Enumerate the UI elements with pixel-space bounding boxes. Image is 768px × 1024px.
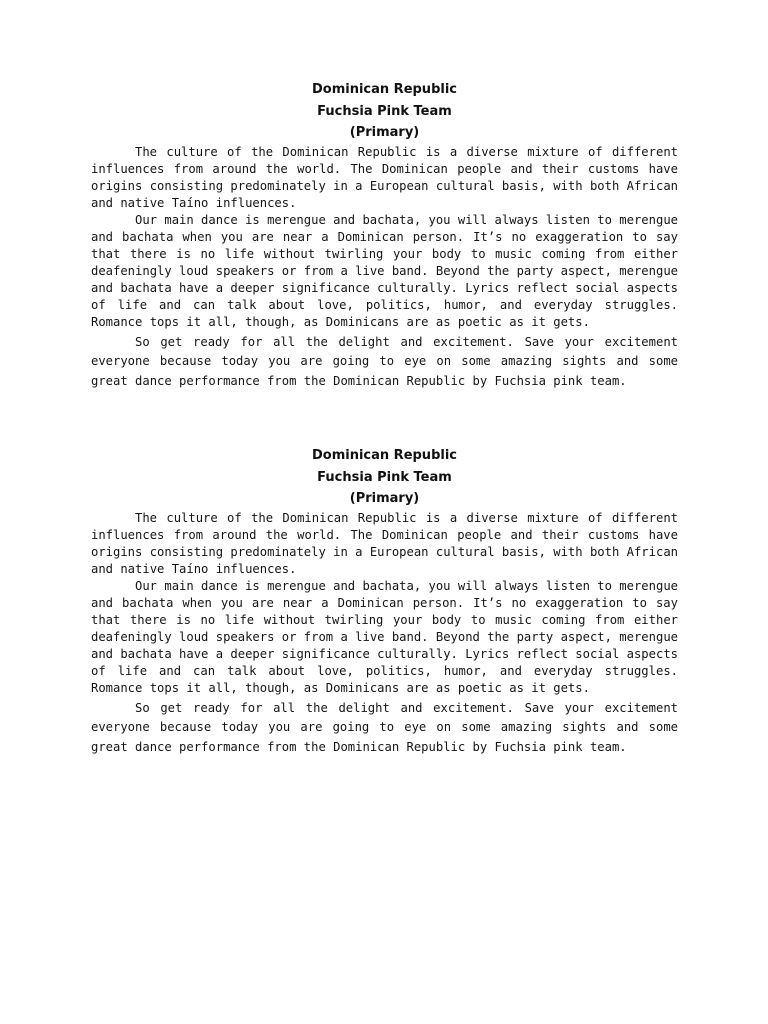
heading-team: Fuchsia Pink Team [317, 469, 452, 485]
heading-team: Fuchsia Pink Team [317, 103, 452, 119]
paragraph-closing: So get ready for all the delight and excitement. Save your excitement everyone because today you are going to eye on some amazing sights and some great dance performance from the Dominican Republic by Fuchsia pink team. [91, 700, 678, 754]
heading-country: Dominican Republic [311, 448, 457, 463]
heading-level: (Primary) [349, 491, 420, 506]
paragraph-dance: Our main dance is merengue and bachata, you will always listen to merengue and bachata when you are near a Dominican person. It’s no exaggeration to say that there is no life without twirling your body to music coming from either deafeningly loud speakers or from a live band. Beyond the party aspect, merengue and bachata have a deeper significance culturally. Lyrics reflect social aspects of life and can talk about love, politics, humor, and everyday struggles. Romance tops it all, though, as Dominicans are as poetic as it gets. [91, 212, 678, 329]
paragraph-culture: The culture of the Dominican Republic is a diverse mixture of different influences from around the world. The Dominican people and their customs have origins consisting predominately in a European cultural basis, with both African and native Taíno influences. [91, 510, 678, 576]
heading-country: Dominican Republic [311, 82, 457, 97]
article-section-1 [91, 79, 678, 391]
paragraph-culture: The culture of the Dominican Republic is a diverse mixture of different influences from around the world. The Dominican people and their customs have origins consisting predominately in a European cultural basis, with both African and native Taíno influences. [91, 144, 678, 210]
paragraph-closing: So get ready for all the delight and excitement. Save your excitement everyone because today you are going to eye on some amazing sights and some great dance performance from the Dominican Republic by Fuchsia pink team. [91, 334, 678, 388]
heading-level: (Primary) [349, 125, 420, 140]
section-heading [91, 445, 678, 510]
paragraph-dance: Our main dance is merengue and bachata, you will always listen to merengue and bachata when you are near a Dominican person. It’s no exaggeration to say that there is no life without twirling your body to music coming from either deafeningly loud speakers or from a live band. Beyond the party aspect, merengue and bachata have a deeper significance culturally. Lyrics reflect social aspects of life and can talk about love, politics, humor, and everyday struggles. Romance tops it all, though, as Dominicans are as poetic as it gets. [91, 578, 678, 695]
article-section-2 [91, 445, 678, 757]
section-heading [91, 79, 678, 144]
